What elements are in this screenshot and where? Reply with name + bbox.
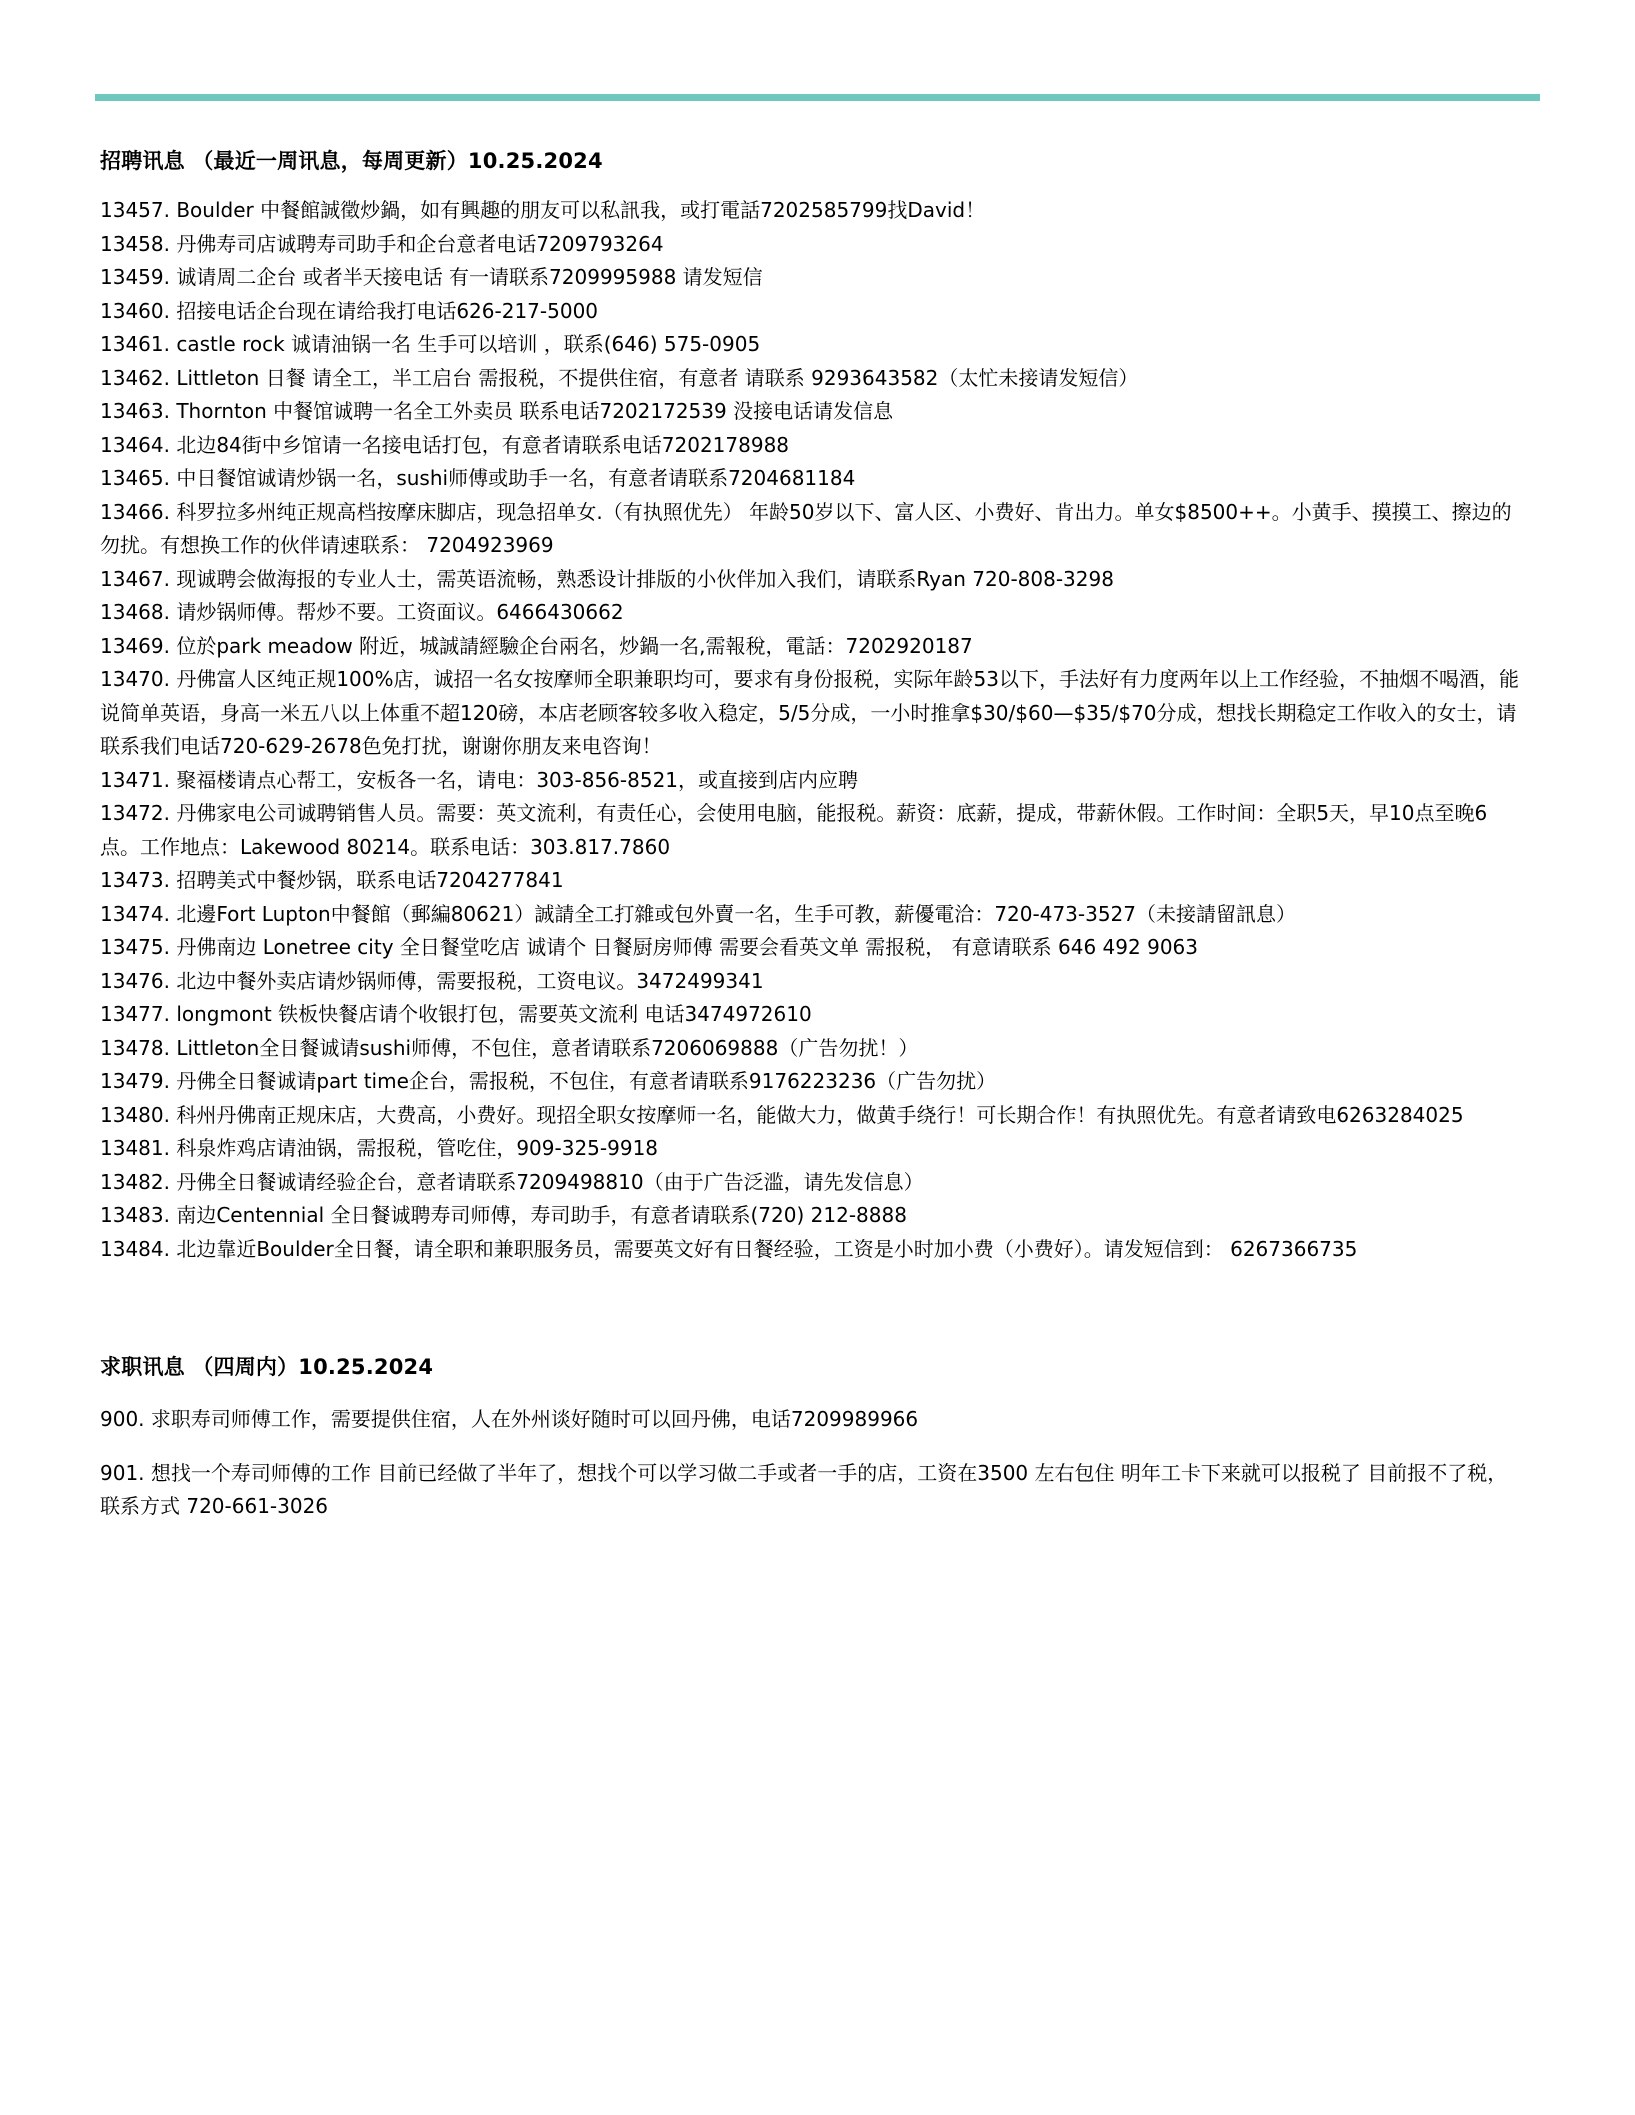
seeking-list [100, 1403, 1520, 1524]
document-body [100, 146, 1520, 1544]
seeking-heading: 求职讯息 （四周内）10.25.2024 [100, 1355, 434, 1379]
hiring-entry-13483: 13483. 南边Centennial 全日餐诚聘寿司师傅，寿司助手，有意者请联系(720) 212-8888 [100, 1203, 907, 1227]
hiring-entry-13469: 13469. 位於park meadow 附近，城誠請經驗企台兩名，炒鍋一名,需報稅，電話：7202920187 [100, 633, 973, 658]
hiring-entry-13477: 13477. longmont 铁板快餐店请个收银打包，需要英文流利 电话3474972610 [100, 1002, 812, 1026]
hiring-entry-13459: 13459. 诚请周二企台 或者半天接电话 有一请联系7209995988 请发短信 [100, 265, 763, 289]
hiring-entry-13481: 13481. 科泉炸鸡店请油锅，需报税，管吃住，909-325-9918 [100, 1136, 659, 1160]
hiring-entry-13479: 13479. 丹佛全日餐诚请part time企台，需报税，不包住，有意者请联系9176223236（广告勿扰） [100, 1069, 997, 1093]
section-spacer [100, 1266, 1520, 1352]
hiring-heading: 招聘讯息 （最近一周讯息，每周更新）10.25.2024 [100, 149, 603, 173]
hiring-entry-13468: 13468. 请炒锅师傅。帮炒不要。工资面议。6466430662 [100, 600, 624, 624]
hiring-entry-13463: 13463. Thornton 中餐馆诚聘一名全工外卖员 联系电话7202172539 没接电话请发信息 [100, 399, 894, 423]
hiring-entry-13462: 13462. Littleton 日餐 请全工，半工启台 需报税，不提供住宿，有意者 请联系 9293643582（太忙未接请发短信） [100, 365, 1139, 390]
hiring-entry-13466: 13466. 科罗拉多州纯正规高档按摩床脚店，现急招单女.（有执照优先） 年龄50岁以下、富人区、小费好、肯出力。单女$8500++。小黄手、摸摸工、擦边的勿扰。有想换工作的伙伴请速联系： 7204923969 [100, 499, 1512, 557]
hiring-entry-13460: 13460. 招接电话企台现在请给我打电话626-217-5000 [100, 298, 599, 323]
hiring-entry-13465: 13465. 中日餐馆诚请炒锅一名，sushi师傅或助手一名，有意者请联系7204681184 [100, 466, 856, 490]
hiring-entry-13478: 13478. Littleton全日餐诚请sushi师傅，不包住，意者请联系7206069888（广告勿扰！） [100, 1035, 919, 1060]
hiring-list [100, 194, 1520, 1266]
hiring-entry-13472: 13472. 丹佛家电公司诚聘销售人员。需要：英文流利，有责任心，会使用电脑，能报税。薪资：底薪，提成，带薪休假。工作时间：全职5天，早10点至晚6点。工作地点：Lakewood 80214。联系电话：303.817.7860 [100, 801, 1488, 859]
job-seeking-section [100, 1352, 1520, 1524]
hiring-entry-13473: 13473. 招聘美式中餐炒锅，联系电话7204277841 [100, 868, 564, 892]
hiring-entry-13458: 13458. 丹佛寿司店诚聘寿司助手和企台意者电话7209793264 [100, 231, 664, 256]
hiring-entry-13476: 13476. 北边中餐外卖店请炒锅师傅，需要报税，工资电议。3472499341 [100, 968, 764, 993]
seeking-entry-901: 901. 想找一个寿司师傅的工作 目前已经做了半年了，想找个可以学习做二手或者一手的店，工资在3500 左右包住 明年工卡下来就可以报税了 目前报不了税，联系方式 720-661-3026 [100, 1460, 1508, 1518]
seeking-entry-900: 900. 求职寿司师傅工作，需要提供住宿，人在外州谈好随时可以回丹佛，电话7209989966 [100, 1407, 919, 1431]
hiring-entry-13461: 13461. castle rock 诚请油锅一名 生手可以培训 ，联系(646) 575-0905 [100, 332, 761, 356]
hiring-section [100, 146, 1520, 1266]
hiring-entry-13457: 13457. Boulder 中餐館誠徵炒鍋，如有興趣的朋友可以私訊我，或打電話7202585799找David！ [100, 198, 986, 222]
hiring-entry-13474: 13474. 北邊Fort Lupton中餐館（郵編80621）誠請全工打雜或包外賣一名，生手可教，薪優電洽：720-473-3527（未接請留訊息） [100, 901, 1297, 926]
hiring-entry-13484: 13484. 北边靠近Boulder全日餐，请全职和兼职服务员，需要英文好有日餐经验，工资是小时加小费（小费好）。请发短信到： 6267366735 [100, 1236, 1358, 1261]
hiring-entry-13467: 13467. 现诚聘会做海报的专业人士，需英语流畅，熟悉设计排版的小伙伴加入我们，请联系Ryan 720-808-3298 [100, 566, 1114, 591]
hiring-entry-13475: 13475. 丹佛南边 Lonetree city 全日餐堂吃店 诚请个 日餐厨房师傅 需要会看英文单 需报税， 有意请联系 646 492 9063 [100, 935, 1198, 959]
hiring-entry-13480: 13480. 科州丹佛南正规床店，大费高，小费好。现招全职女按摩师一名，能做大力，做黄手绕行！可长期合作！有执照优先。有意者请致电6263284025 [100, 1102, 1464, 1127]
hiring-entry-13482: 13482. 丹佛全日餐诚请经验企台，意者请联系7209498810（由于广告泛滥，请先发信息） [100, 1169, 924, 1194]
hiring-entry-13471: 13471. 聚福楼请点心帮工，安板各一名，请电：303-856-8521，或直接到店内应聘 [100, 767, 859, 792]
hiring-entry-13464: 13464. 北边84街中乡馆请一名接电话打包，有意者请联系电话7202178988 [100, 432, 790, 457]
hiring-entry-13470: 13470. 丹佛富人区纯正规100%店，诚招一名女按摩师全职兼职均可，要求有身份报税，实际年龄53以下，手法好有力度两年以上工作经验，不抽烟不喝酒，能说简单英语，身高一米五八以上体重不超120磅，本店老顾客较多收入稳定，5/5分成，一小时推拿$30/$60—$35/$70分成，想找长期稳定工作收入的女士，请联系我们电话720-629-2678色免打扰，谢谢你朋友来电咨询！ [100, 667, 1519, 758]
top-accent-rule [95, 94, 1540, 101]
